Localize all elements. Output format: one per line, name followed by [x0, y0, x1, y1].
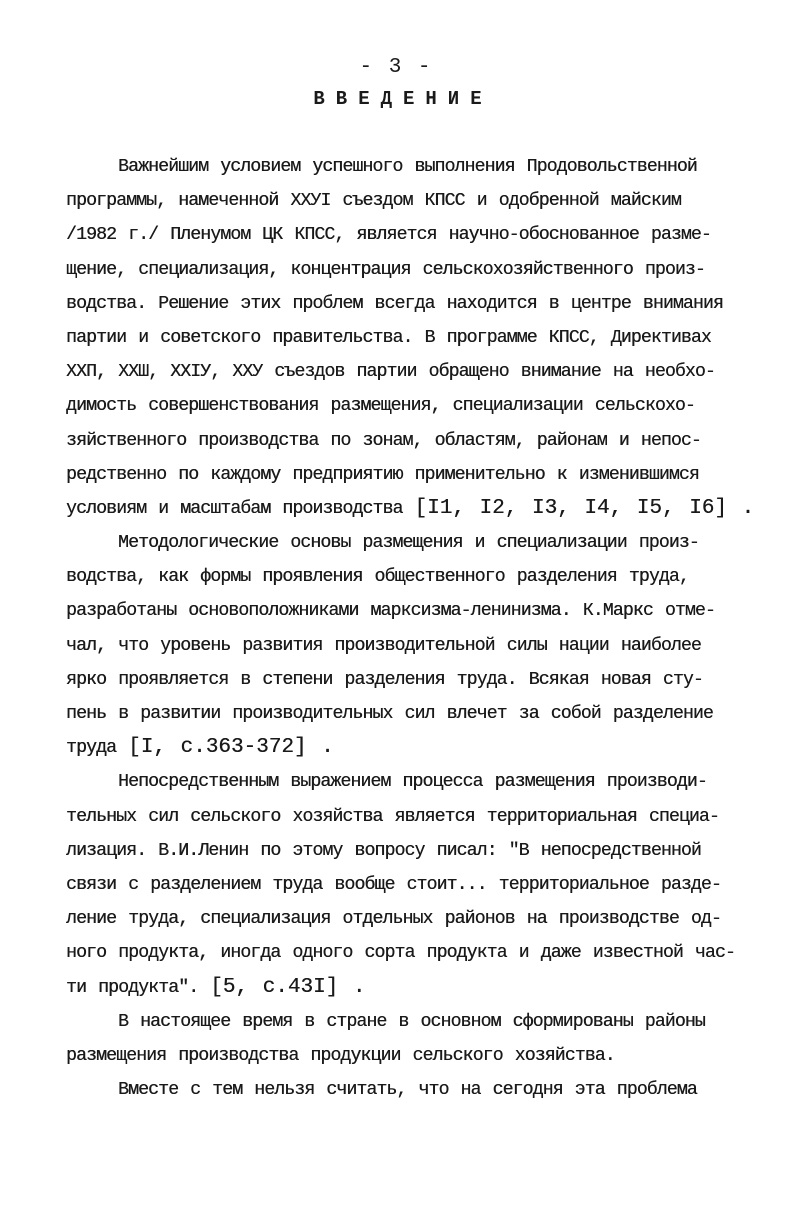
section-title: ВВЕДЕНИЕ [313, 88, 493, 110]
text-line: редственно по каждому предприятию применительно к изменившимся [66, 464, 699, 485]
text-line: В настоящее время в стране в основном сформированы районы [118, 1011, 705, 1032]
text-line: водства. Решение этих проблем всегда находится в центре внимания [66, 293, 723, 314]
text-line: связи с разделением труда вообще стоит... территориальное разде- [66, 874, 721, 895]
text-line: Методологические основы размещения и специализации произ- [118, 533, 699, 554]
text-line: условиям и масштабам производства [I1, I2, I3, I4, I5, I6] . [66, 496, 755, 520]
text-line: ление труда, специализация отдельных районов на производстве од- [66, 909, 721, 930]
text-line: программы, намеченной ХХУI съездом КПСС и одобренной майским [66, 191, 681, 212]
text-line: /1982 г./ Пленумом ЦК КПСС, является научно-обоснованное разме- [66, 225, 711, 246]
text-line: размещения производства продукции сельского хозяйства. [66, 1045, 615, 1066]
text-line: Непосредственным выражением процесса размещения производи- [118, 772, 707, 793]
text-line: лизация. В.И.Ленин по этому вопросу писал: "В непосредственной [66, 840, 701, 861]
page-number: - 3 - [359, 56, 433, 79]
text-line: щение, специализация, концентрация сельскохозяйственного произ- [66, 259, 705, 280]
text-line: ХХП, ХХШ, ХХIУ, ХХУ съездов партии обращено внимание на необхо- [66, 362, 715, 383]
body-text [66, 150, 766, 1107]
text-line: водства, как формы проявления общественного разделения труда, [66, 567, 689, 588]
text-line: труда [I, с.363-372] . [66, 736, 334, 760]
text-line: чал, что уровень развития производительной силы нации наиболее [66, 635, 701, 656]
text-line: ного продукта, иногда одного сорта продукта и даже известной час- [66, 943, 735, 964]
text-line: разработаны основоположниками марксизма-ленинизма. К.Маркс отме- [66, 601, 715, 622]
text-line: тельных сил сельского хозяйства является территориальная специа- [66, 806, 719, 827]
citation-reference: [I1, I2, I3, I4, I5, I6] . [414, 496, 755, 520]
text-line: Вместе с тем нельзя считать, что на сегодня эта проблема [118, 1080, 697, 1101]
text-line: пень в развитии производительных сил влечет за собой разделение [66, 704, 713, 724]
text-line: партии и советского правительства. В программе КПСС, Директивах [66, 327, 711, 348]
text-line: ти продукта". [5, с.43I] . [66, 975, 366, 999]
text-line: зяйственного производства по зонам, областям, районам и непос- [66, 430, 701, 451]
citation-reference: [5, с.43I] . [210, 975, 366, 999]
citation-reference: [I, с.363-372] . [128, 736, 334, 760]
text-line: Важнейшим условием успешного выполнения Продовольственной [118, 157, 697, 177]
text-line: ярко проявляется в степени разделения труда. Всякая новая сту- [66, 669, 703, 690]
text-line: димость совершенствования размещения, специализации сельскохо- [66, 396, 695, 417]
